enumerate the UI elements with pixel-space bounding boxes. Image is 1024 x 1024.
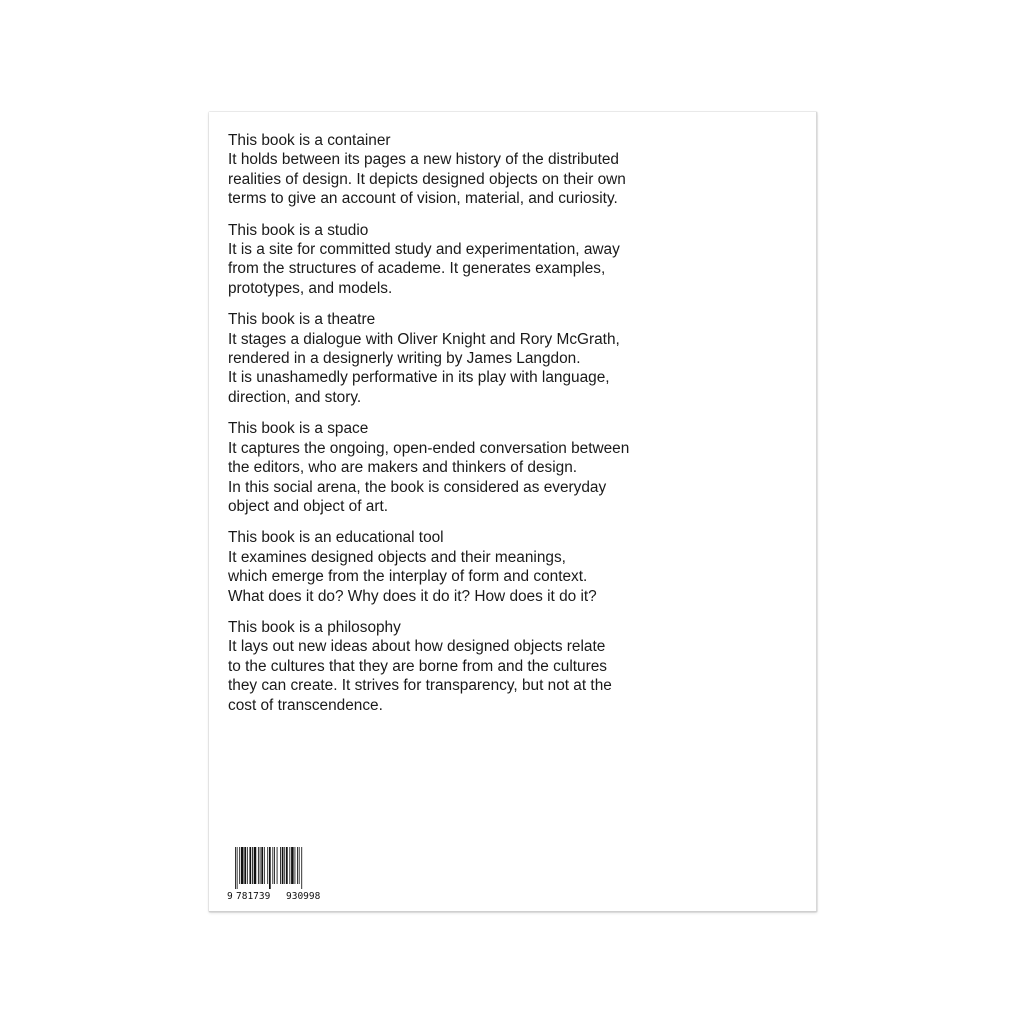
section-line: It lays out new ideas about how designed objects relate: [228, 638, 606, 656]
barcode-bar: [282, 847, 284, 884]
section-line: from the structures of academe. It generates examples,: [228, 260, 606, 278]
barcode-bar: [244, 847, 246, 884]
barcode-bar: [295, 847, 296, 884]
section-heading: This book is a container: [228, 132, 391, 149]
isbn-digit-group-left: 781739: [236, 891, 271, 901]
book-back-cover: [209, 112, 817, 912]
barcode: [227, 845, 337, 901]
section-line: prototypes, and models.: [228, 279, 393, 297]
barcode-bar: [267, 847, 268, 884]
barcode-bar: [247, 847, 248, 884]
section-line: realities of design. It depicts designed objects on their own: [228, 170, 626, 188]
section-heading: This book is a theatre: [228, 311, 376, 329]
barcode-bar: [284, 847, 285, 884]
section-line: object and object of art.: [228, 497, 388, 515]
barcode-bar: [249, 847, 251, 884]
barcode-bar: [260, 847, 261, 884]
barcode-bar: [272, 847, 273, 884]
section-educational-tool: [228, 528, 688, 606]
barcode-bar: [297, 847, 298, 884]
section-heading: This book is a space: [228, 420, 369, 438]
barcode-bar: [289, 847, 290, 884]
section-heading: This book is an educational tool: [228, 529, 444, 547]
barcode-bar: [264, 847, 265, 884]
cover-text: [228, 131, 688, 727]
section-line: to the cultures that they are borne from and the cultures: [228, 657, 607, 675]
section-space: [228, 419, 688, 516]
isbn-digit-prefix: 9: [227, 891, 233, 901]
section-line: It stages a dialogue with Oliver Knight and Rory McGrath,: [228, 330, 620, 348]
section-line: direction, and story.: [228, 388, 362, 406]
section-theatre: [228, 310, 688, 407]
barcode-bar: [291, 847, 294, 884]
section-line: the editors, who are makers and thinkers of design.: [228, 459, 578, 477]
section-line: What does it do? Why does it do it? How does it do it?: [228, 587, 597, 605]
barcode-bar: [252, 847, 253, 884]
section-line: It captures the ongoing, open-ended conversation between: [228, 439, 630, 457]
barcode-bar: [269, 847, 271, 889]
barcode-bar: [241, 847, 244, 884]
barcode-bar: [237, 847, 238, 889]
section-philosophy: [228, 618, 688, 715]
section-line: which emerge from the interplay of form and context.: [228, 568, 588, 586]
section-line: It holds between its pages a new history of the distributed: [228, 151, 619, 169]
barcode-bar: [301, 847, 302, 889]
isbn-digit-group-right: 930998: [286, 891, 321, 901]
section-container: [228, 131, 688, 209]
section-line: In this social arena, the book is considered as everyday: [228, 478, 607, 496]
section-studio: [228, 221, 688, 299]
section-line: It examines designed objects and their meanings,: [228, 548, 566, 566]
section-heading: This book is a philosophy: [228, 618, 401, 636]
section-line: they can create. It strives for transparency, but not at the: [228, 677, 612, 695]
barcode-bar: [235, 847, 236, 889]
section-line: terms to give an account of vision, material, and curiosity.: [228, 190, 618, 208]
barcode-bar: [258, 847, 259, 884]
barcode-bar: [280, 847, 281, 884]
barcode-bar: [261, 847, 263, 884]
section-line: It is unashamedly performative in its play with language,: [228, 369, 610, 387]
barcode-bar: [299, 847, 300, 884]
section-line: It is a site for committed study and experimentation, away: [228, 241, 620, 259]
barcode-bar: [274, 847, 275, 884]
section-line: cost of transcendence.: [228, 696, 383, 714]
section-heading: This book is a studio: [228, 221, 369, 239]
barcode-bar: [277, 847, 278, 884]
section-line: rendered in a designerly writing by James Langdon.: [228, 350, 581, 368]
barcode-icon: [227, 845, 337, 901]
barcode-bar: [239, 847, 240, 884]
barcode-bar: [286, 847, 288, 884]
barcode-bar: [254, 847, 257, 884]
